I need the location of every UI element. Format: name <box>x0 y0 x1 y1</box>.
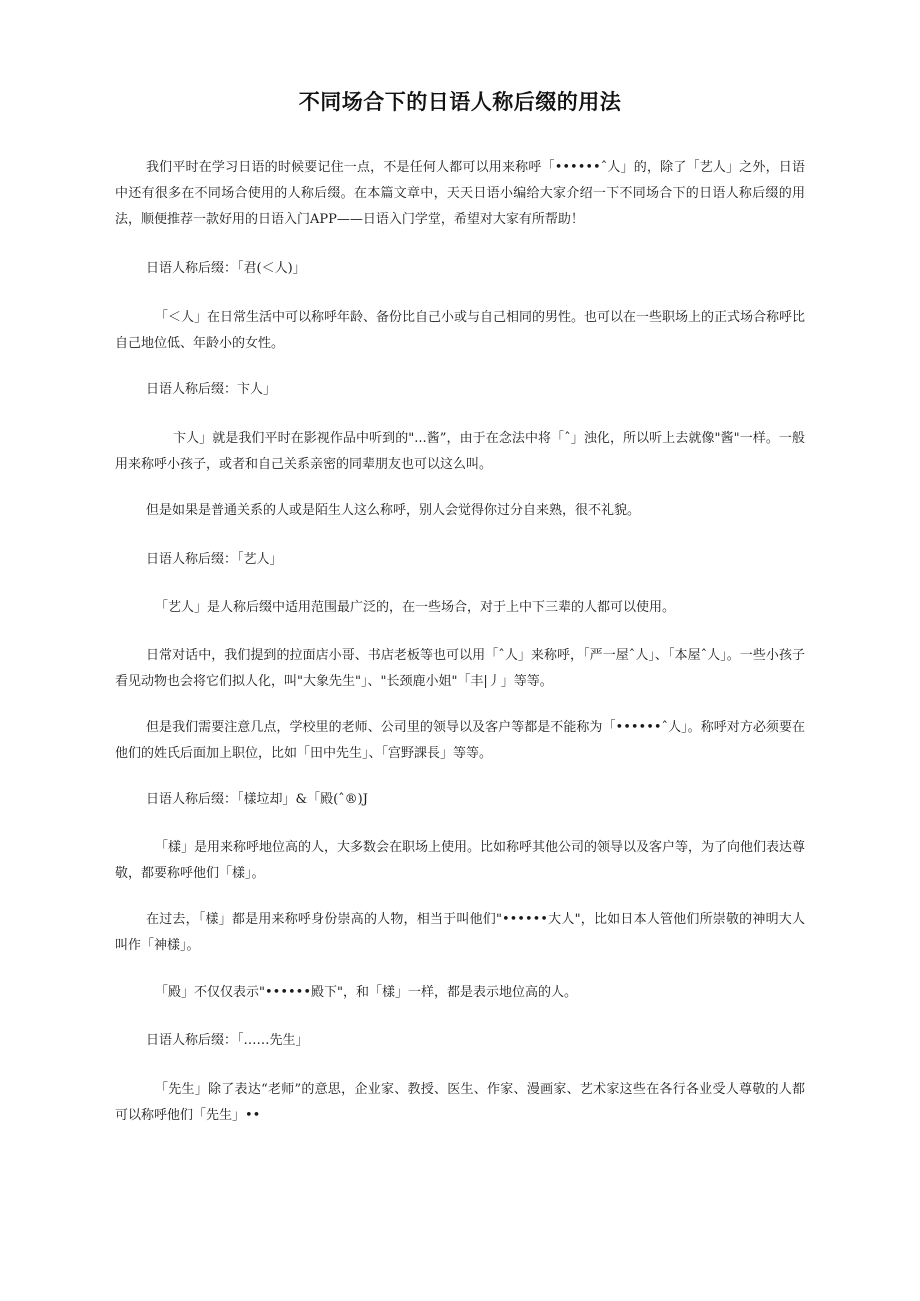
paragraph-san-daily: 日常对话中，我们提到的拉面店小哥、书店老板等也可以用「ˆ人」来称呼，「严一屋ˆ人」、「本屋ˆ人」。一些小孩子看见动物也会将它们拟人化，叫"大象先生"」、"长颈鹿小姐"「丰|丿」等等。 <box>115 648 805 689</box>
paragraph-chan-note: 但是如果是普通关系的人或是陌生人这么称呼，别人会觉得你过分自来熟，很不礼貌。 <box>146 503 641 518</box>
paragraph-sensei: 「先生」除了表达“老师”的意思，企业家、教授、医生、作家、漫画家、艺术家这些在各行各业受人尊敬的人都可以称呼他们「先生」•• <box>115 1082 805 1123</box>
paragraph-san-caution: 但是我们需要注意几点，学校里的老师、公司里的领导以及客户等都是不能称为「••••••ˆ人」。称呼对方必须要在他们的姓氏后面加上职位，比如「田中先生」、「宫野課長」等等。 <box>115 720 805 761</box>
paragraph-san: 「艺人」是人称后缀中适用范围最广泛的，在一些场合，对于上中下三辈的人都可以使用。 <box>155 600 676 615</box>
intro-paragraph: 我们平时在学习日语的时候要记住一点，不是任何人都可以用来称呼「••••••ˆ人」的，除了「艺人」之外，日语中还有很多在不同场合使用的人称后缀。在本篇文章中，天天日语小编给大家介绍一下不同场合下的日语人称后缀的用法，顺便推荐一款好用的日语入门APP——日语入门学堂，希望对大家有所帮助！ <box>115 160 805 227</box>
paragraph-sama: 「樣」是用来称呼地位高的人，大多数会在职场上使用。比如称呼其他公司的领导以及客户等，为了向他们表达尊敬，都要称呼他们「樣」。 <box>115 840 806 881</box>
section-heading-chan: 日语人称后缀：卞人」 <box>146 382 277 397</box>
paragraph-dono: 「殿」不仅仅表示"••••••殿下"，和「樣」一样，都是表示地位高的人。 <box>155 985 577 1000</box>
section-heading-san: 日语人称后缀：「艺人」 <box>146 552 283 567</box>
section-heading-sensei: 日语人称后缀：「……先生」 <box>146 1033 309 1048</box>
paragraph-sama-history: 在过去，「樣」都是用来称呼身份崇高的人物，相当于叫他们"••••••大人"，比如日本人管他们所崇敬的神明大人叫作「神樣」。 <box>115 912 805 953</box>
section-heading-sama-dono: 日语人称后缀：「樣垃却」&「殿(ˆ®)J <box>146 792 368 807</box>
document-title: 不同场合下的日语人称后缀的用法 <box>298 90 622 114</box>
paragraph-chan: 卞人」就是我们平时在影视作品中听到的"...酱”，由于在念法中将「ˆ」浊化，所以听上去就像"酱"一样。一般用来称呼小孩子，或者和自己关系亲密的同辈朋友也可以这么叫。 <box>115 431 805 472</box>
section-heading-kun: 日语人称后缀：「君(＜人)」 <box>146 261 306 276</box>
paragraph-kun: 「＜人」在日常生活中可以称呼年龄、备份比自己小或与自己相同的男性。也可以在一些职场上的正式场合称呼比自己地位低、年龄小的女性。 <box>115 310 806 351</box>
